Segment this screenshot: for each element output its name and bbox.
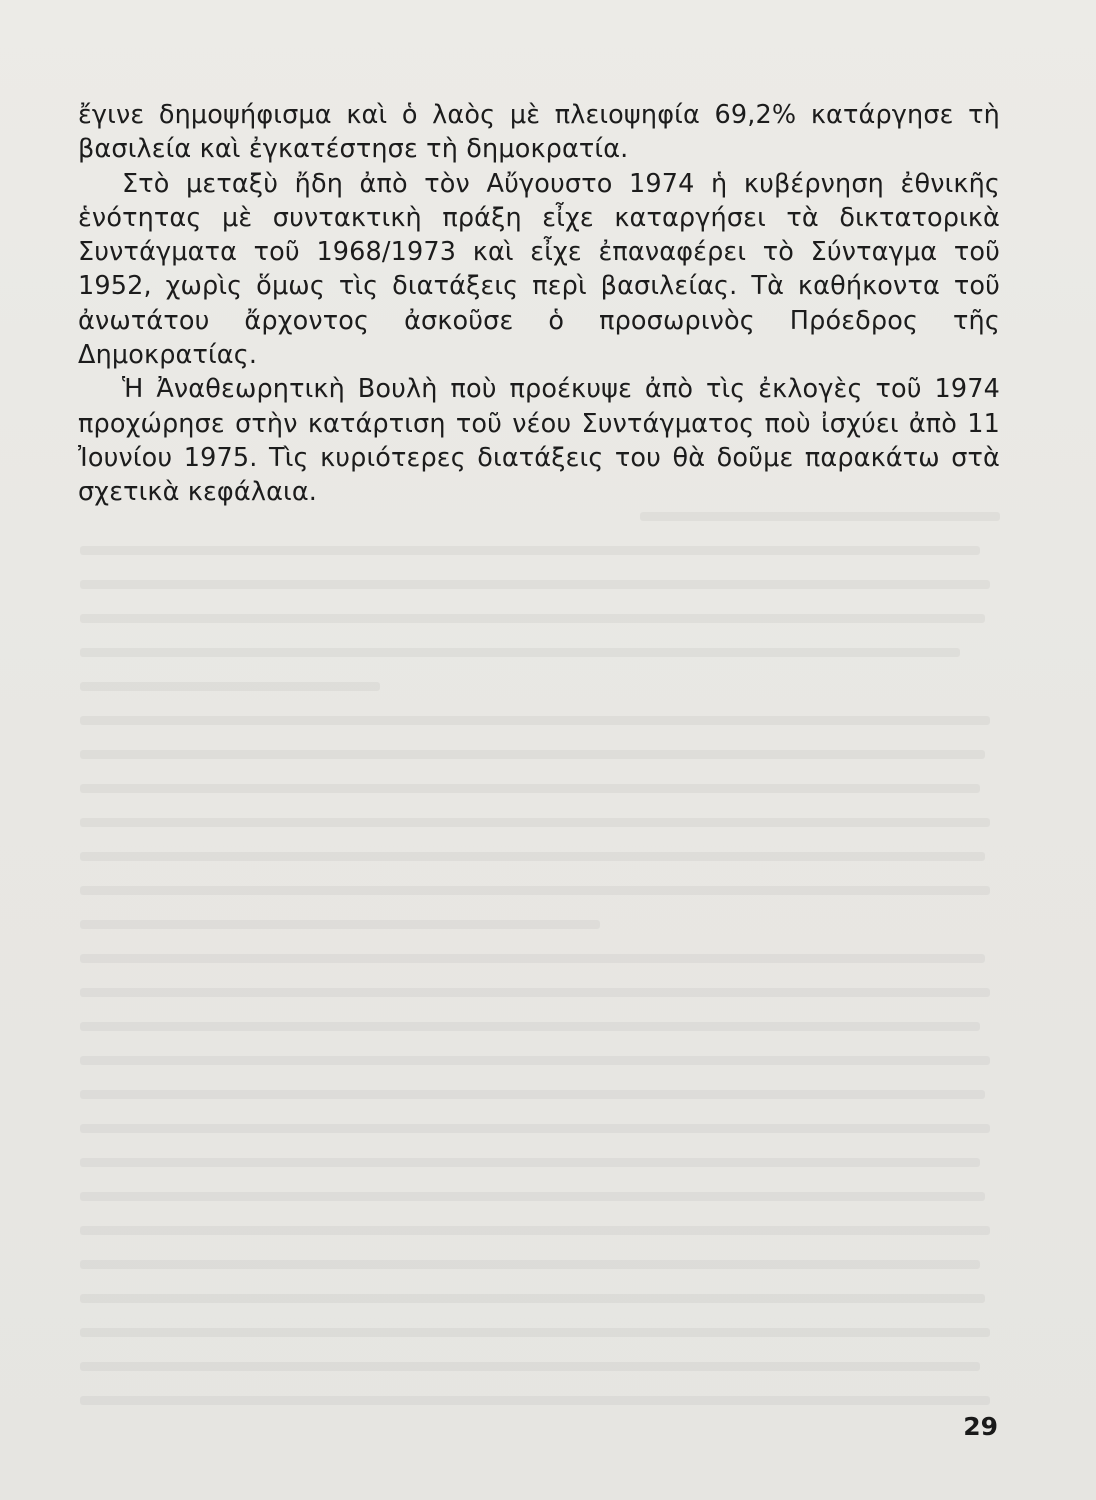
body-text bbox=[78, 98, 1000, 510]
paragraph: Στὸ μεταξὺ ἤδη ἀπὸ τὸν Αὔγουστο 1974 ἡ κυβέρνηση ἐθνικῆς ἑνότητας μὲ συντακτικὴ πράξη εἶχε καταργήσει τὰ δικτατορικὰ Συντάγματα τοῦ 1968/1973 καὶ εἶχε ἐπαναφέρει τὸ Σύνταγμα τοῦ 1952, χωρὶς ὅμως τὶς διατάξεις περὶ βασιλείας. Τὰ καθήκοντα τοῦ ἀνωτάτου ἄρχοντος ἀσκοῦσε ὁ προσωρινὸς Πρόεδρος τῆς Δημοκρατίας. bbox=[78, 168, 1000, 371]
paragraph: ἔγινε δημοψήφισμα καὶ ὁ λαὸς μὲ πλειοψηφία 69,2% κατάργησε τὴ βασιλεία καὶ ἐγκατέστησε τὴ δημοκρατία. bbox=[78, 100, 1000, 165]
show-through-text bbox=[80, 500, 1010, 1420]
page-number: 29 bbox=[963, 1412, 998, 1441]
paragraph: Ἡ Ἀναθεωρητικὴ Βουλὴ ποὺ προέκυψε ἀπὸ τὶς ἐκλογὲς τοῦ 1974 προχώρησε στὴν κατάρτιση τοῦ νέου Συντάγματος ποὺ ἰσχύει ἀπὸ 11 Ἰουνίου 1975. Τὶς κυριότερες διατάξεις του θὰ δοῦμε παρακάτω στὰ σχετικὰ κεφάλαια. bbox=[78, 374, 1000, 508]
